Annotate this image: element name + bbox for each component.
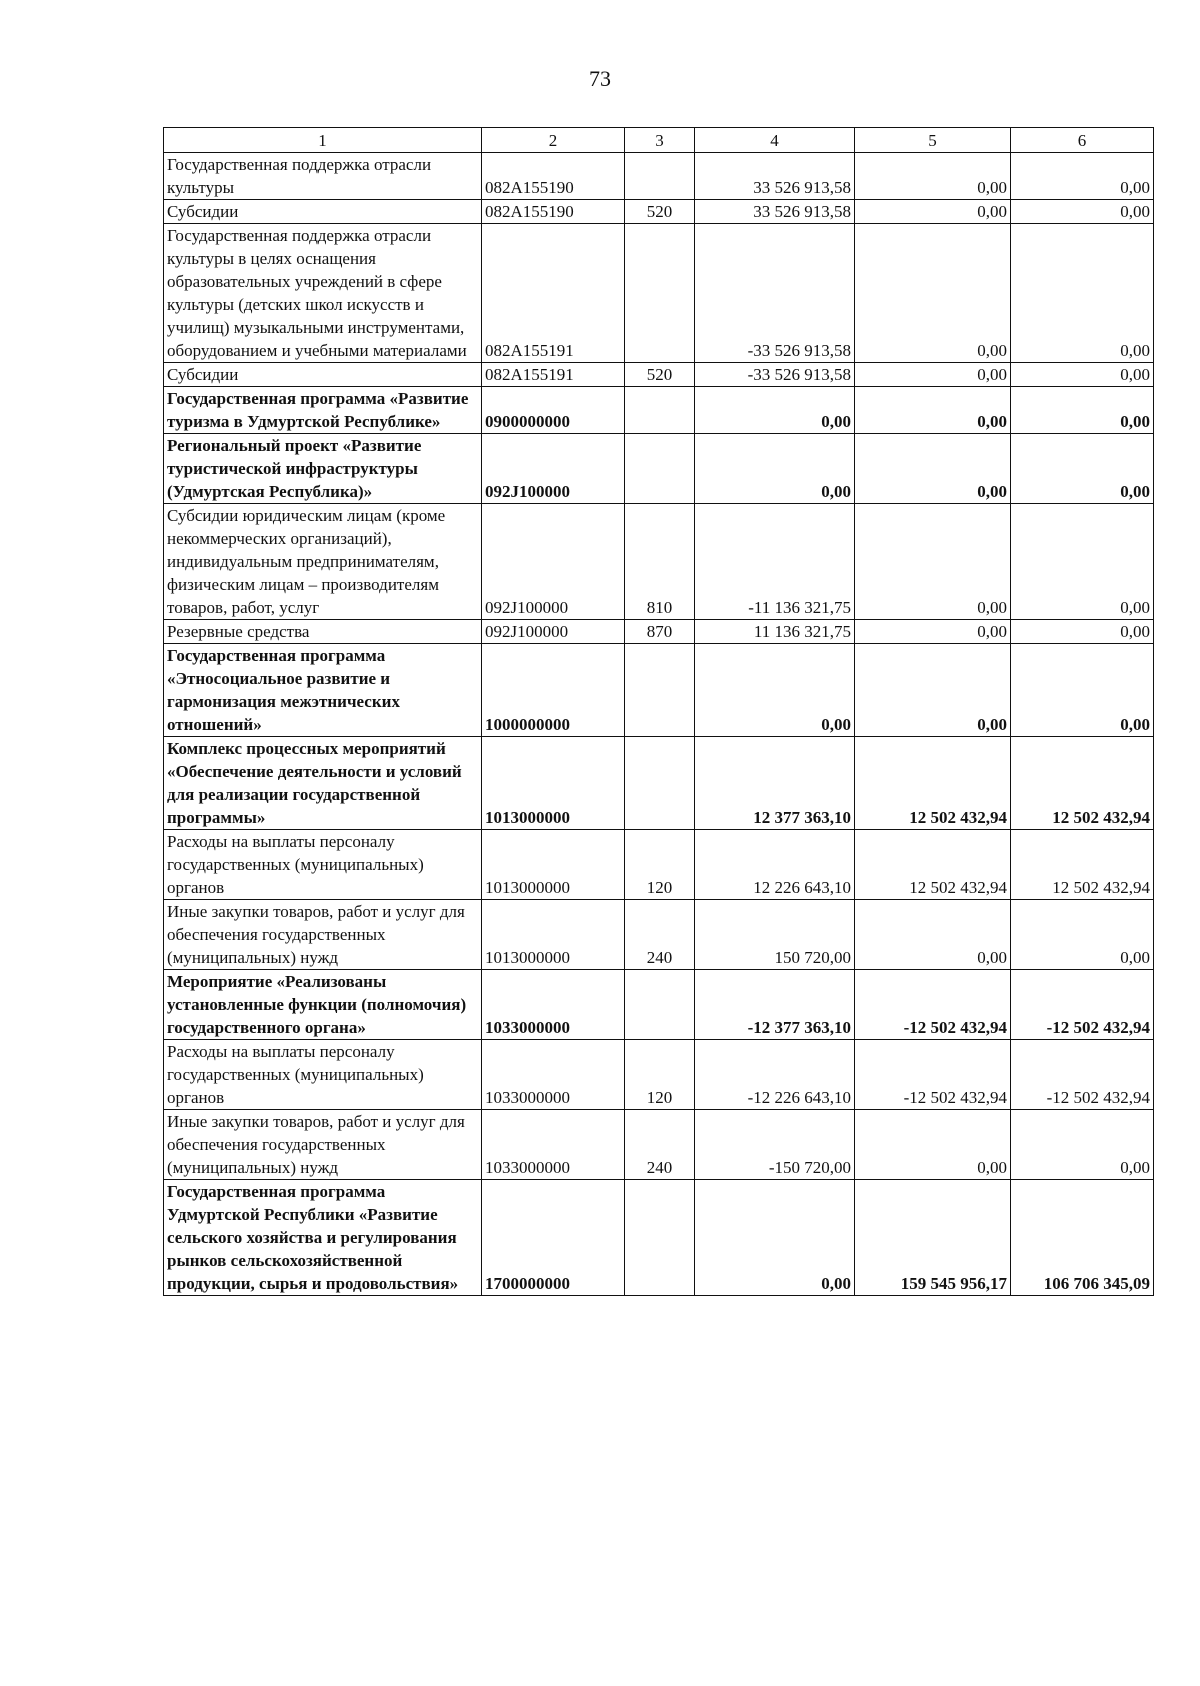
item-name: Мероприятие «Реализованы установленные функции (полномочия) государственного органа» — [164, 970, 482, 1040]
amount-col6: 0,00 — [1011, 224, 1154, 363]
amount-col4: -150 720,00 — [695, 1110, 855, 1180]
amount-col4: 0,00 — [695, 644, 855, 737]
expense-type — [625, 970, 695, 1040]
target-code: 092J100000 — [482, 504, 625, 620]
table-row — [164, 644, 1154, 737]
amount-col4: 0,00 — [695, 434, 855, 504]
amount-col5: 0,00 — [855, 504, 1011, 620]
amount-col4: -33 526 913,58 — [695, 224, 855, 363]
item-name: Региональный проект «Развитие туристической инфраструктуры (Удмуртская Республика)» — [164, 434, 482, 504]
table-row — [164, 363, 1154, 387]
table-row — [164, 224, 1154, 363]
amount-col6: 0,00 — [1011, 1110, 1154, 1180]
target-code: 092J100000 — [482, 620, 625, 644]
expense-type — [625, 737, 695, 830]
amount-col4: -33 526 913,58 — [695, 363, 855, 387]
item-name: Субсидии — [164, 363, 482, 387]
item-name: Государственная программа «Развитие туризма в Удмуртской Республике» — [164, 387, 482, 434]
amount-col5: 12 502 432,94 — [855, 830, 1011, 900]
target-code: 1700000000 — [482, 1180, 625, 1296]
page-number: 73 — [589, 66, 611, 91]
target-code: 1013000000 — [482, 900, 625, 970]
table-row — [164, 504, 1154, 620]
budget-table — [163, 127, 1154, 1296]
amount-col4: 0,00 — [695, 387, 855, 434]
target-code: 0900000000 — [482, 387, 625, 434]
table-row — [164, 1110, 1154, 1180]
item-name: Иные закупки товаров, работ и услуг для обеспечения государственных (муниципальных) нужд — [164, 1110, 482, 1180]
header-cell: 1 — [164, 128, 482, 153]
amount-col4: -11 136 321,75 — [695, 504, 855, 620]
amount-col6: 0,00 — [1011, 434, 1154, 504]
table-row — [164, 970, 1154, 1040]
amount-col6: 0,00 — [1011, 363, 1154, 387]
amount-col6: -12 502 432,94 — [1011, 970, 1154, 1040]
target-code: 1033000000 — [482, 1110, 625, 1180]
expense-type: 120 — [625, 1040, 695, 1110]
amount-col6: 0,00 — [1011, 200, 1154, 224]
amount-col5: -12 502 432,94 — [855, 1040, 1011, 1110]
amount-col5: -12 502 432,94 — [855, 970, 1011, 1040]
item-name: Субсидии — [164, 200, 482, 224]
expense-type — [625, 387, 695, 434]
table-row — [164, 900, 1154, 970]
table-row — [164, 1040, 1154, 1110]
expense-type — [625, 224, 695, 363]
target-code: 1013000000 — [482, 737, 625, 830]
table-row — [164, 830, 1154, 900]
amount-col5: 0,00 — [855, 620, 1011, 644]
amount-col6: 0,00 — [1011, 644, 1154, 737]
table-row — [164, 620, 1154, 644]
expense-type: 810 — [625, 504, 695, 620]
expense-type — [625, 644, 695, 737]
amount-col6: -12 502 432,94 — [1011, 1040, 1154, 1110]
amount-col5: 0,00 — [855, 434, 1011, 504]
target-code: 082A155191 — [482, 363, 625, 387]
amount-col5: 0,00 — [855, 153, 1011, 200]
amount-col4: 33 526 913,58 — [695, 200, 855, 224]
item-name: Субсидии юридическим лицам (кроме некоммерческих организаций), индивидуальным предпринимателям, физическим лицам – производителям товаров, работ, услуг — [164, 504, 482, 620]
amount-col5: 0,00 — [855, 900, 1011, 970]
item-name: Резервные средства — [164, 620, 482, 644]
item-name: Государственная поддержка отрасли культуры — [164, 153, 482, 200]
expense-type — [625, 153, 695, 200]
amount-col5: 159 545 956,17 — [855, 1180, 1011, 1296]
amount-col6: 0,00 — [1011, 504, 1154, 620]
amount-col6: 0,00 — [1011, 153, 1154, 200]
table-row — [164, 153, 1154, 200]
table-row — [164, 1180, 1154, 1296]
amount-col5: 0,00 — [855, 363, 1011, 387]
table-row — [164, 434, 1154, 504]
header-cell: 6 — [1011, 128, 1154, 153]
item-name: Расходы на выплаты персоналу государственных (муниципальных) органов — [164, 1040, 482, 1110]
amount-col4: 11 136 321,75 — [695, 620, 855, 644]
amount-col4: 0,00 — [695, 1180, 855, 1296]
target-code: 082A155190 — [482, 153, 625, 200]
header-cell: 3 — [625, 128, 695, 153]
amount-col4: -12 377 363,10 — [695, 970, 855, 1040]
target-code: 082A155190 — [482, 200, 625, 224]
item-name: Государственная программа Удмуртской Республики «Развитие сельского хозяйства и регулирования рынков сельскохозяйственной продукции, сырья и продовольствия» — [164, 1180, 482, 1296]
target-code: 1033000000 — [482, 1040, 625, 1110]
expense-type: 520 — [625, 363, 695, 387]
amount-col6: 106 706 345,09 — [1011, 1180, 1154, 1296]
table-row — [164, 200, 1154, 224]
amount-col6: 0,00 — [1011, 387, 1154, 434]
target-code: 1000000000 — [482, 644, 625, 737]
target-code: 092J100000 — [482, 434, 625, 504]
target-code: 1033000000 — [482, 970, 625, 1040]
header-cell: 4 — [695, 128, 855, 153]
amount-col6: 12 502 432,94 — [1011, 830, 1154, 900]
amount-col4: 12 377 363,10 — [695, 737, 855, 830]
amount-col5: 0,00 — [855, 1110, 1011, 1180]
amount-col5: 0,00 — [855, 387, 1011, 434]
header-cell: 2 — [482, 128, 625, 153]
target-code: 1013000000 — [482, 830, 625, 900]
amount-col6: 12 502 432,94 — [1011, 737, 1154, 830]
item-name: Комплекс процессных мероприятий «Обеспечение деятельности и условий для реализации государственной программы» — [164, 737, 482, 830]
item-name: Государственная поддержка отрасли культуры в целях оснащения образовательных учреждений в сфере культуры (детских школ искусств и училищ) музыкальными инструментами, оборудованием и учебными материалами — [164, 224, 482, 363]
expense-type: 240 — [625, 1110, 695, 1180]
header-cell: 5 — [855, 128, 1011, 153]
amount-col5: 0,00 — [855, 224, 1011, 363]
expense-type: 870 — [625, 620, 695, 644]
item-name: Расходы на выплаты персоналу государственных (муниципальных) органов — [164, 830, 482, 900]
amount-col4: 33 526 913,58 — [695, 153, 855, 200]
amount-col4: 12 226 643,10 — [695, 830, 855, 900]
amount-col6: 0,00 — [1011, 620, 1154, 644]
expense-type — [625, 434, 695, 504]
amount-col6: 0,00 — [1011, 900, 1154, 970]
amount-col4: 150 720,00 — [695, 900, 855, 970]
table-row — [164, 387, 1154, 434]
amount-col5: 0,00 — [855, 644, 1011, 737]
header-row — [164, 128, 1154, 153]
expense-type: 120 — [625, 830, 695, 900]
item-name: Государственная программа «Этносоциальное развитие и гармонизация межэтнических отношений» — [164, 644, 482, 737]
target-code: 082A155191 — [482, 224, 625, 363]
amount-col4: -12 226 643,10 — [695, 1040, 855, 1110]
amount-col5: 0,00 — [855, 200, 1011, 224]
table-row — [164, 737, 1154, 830]
expense-type — [625, 1180, 695, 1296]
amount-col5: 12 502 432,94 — [855, 737, 1011, 830]
item-name: Иные закупки товаров, работ и услуг для обеспечения государственных (муниципальных) нужд — [164, 900, 482, 970]
expense-type: 520 — [625, 200, 695, 224]
expense-type: 240 — [625, 900, 695, 970]
